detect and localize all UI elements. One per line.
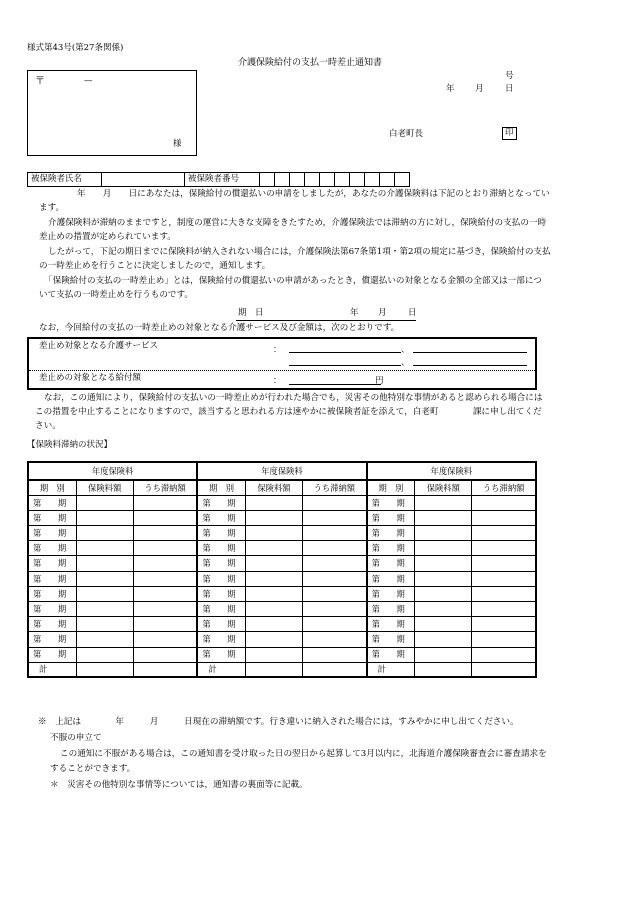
overdue-amount-cell[interactable] [303, 662, 367, 677]
premium-amount-cell[interactable] [76, 571, 133, 586]
appeal-title: 不服の申立て [50, 733, 102, 743]
overdue-amount-cell[interactable] [303, 602, 367, 617]
period-label: 第 期 [197, 632, 245, 647]
premium-amount-cell[interactable] [245, 510, 302, 525]
service-line-2 [413, 352, 527, 353]
period-label: 第 期 [367, 632, 415, 647]
service-colon: ： [273, 345, 282, 355]
form-number: 様式第43号(第27条関係) [27, 43, 124, 53]
period-label: 第 期 [28, 556, 76, 571]
premium-amount-cell[interactable] [415, 495, 472, 510]
period-label: 第 期 [367, 495, 415, 510]
overdue-amount-cell[interactable] [303, 556, 367, 571]
overdue-amount-cell[interactable] [472, 541, 536, 556]
body-p2b: 差止めの措置が定められています。 [39, 232, 176, 242]
total-row [28, 662, 536, 677]
appeal-text-b: することができます。 [50, 764, 136, 774]
premium-amount-cell[interactable] [245, 556, 302, 571]
digit-cell[interactable] [290, 173, 305, 187]
period-label: 第 期 [28, 647, 76, 662]
period-label: 第 期 [28, 602, 76, 617]
overdue-amount-cell[interactable] [472, 556, 536, 571]
premium-amount-cell[interactable] [415, 556, 472, 571]
period-label: 第 期 [197, 647, 245, 662]
appeal-text-a: この通知に不服がある場合は，この通知書を受け取った日の翌日から起算して3月以内に，北海道介護保険審査会に審査請求を [60, 749, 547, 759]
overdue-amount-cell[interactable] [133, 632, 197, 647]
issuer-name: 白老町長 [389, 129, 424, 139]
delinquency-table [27, 461, 537, 678]
amount-colon: ： [273, 376, 282, 386]
period-row [28, 541, 536, 556]
overdue-amount-cell[interactable] [133, 586, 197, 601]
deadline-year: 年 [350, 308, 359, 318]
premium-amount-cell[interactable] [76, 647, 133, 662]
period-label: 第 期 [367, 617, 415, 632]
premium-amount-cell[interactable] [245, 662, 302, 677]
col-period: 期 別 [367, 480, 415, 495]
overdue-amount-cell[interactable] [133, 510, 197, 525]
overdue-amount-cell[interactable] [133, 662, 197, 677]
period-row [28, 556, 536, 571]
col-amount: 保険料額 [245, 480, 302, 495]
deadline-label: 期 日 [238, 308, 264, 318]
period-label: 第 期 [197, 541, 245, 556]
period-label: 第 期 [28, 526, 76, 541]
overdue-amount-cell[interactable] [303, 495, 367, 510]
insured-number-label: 被保険者番号 [185, 173, 260, 187]
period-label: 第 期 [197, 586, 245, 601]
overdue-amount-cell[interactable] [133, 617, 197, 632]
period-row [28, 526, 536, 541]
overdue-amount-cell[interactable] [303, 510, 367, 525]
year-header-1: 年度保険料 [28, 462, 197, 480]
overdue-amount-cell[interactable] [133, 541, 197, 556]
digit-cell[interactable] [305, 173, 320, 187]
premium-amount-cell[interactable] [415, 586, 472, 601]
premium-amount-cell[interactable] [76, 632, 133, 647]
col-overdue: うち滞納額 [133, 480, 197, 495]
premium-amount-cell[interactable] [415, 526, 472, 541]
period-row [28, 510, 536, 525]
overdue-amount-cell[interactable] [133, 602, 197, 617]
period-row [28, 647, 536, 662]
overdue-amount-cell[interactable] [472, 647, 536, 662]
amount-line [289, 384, 381, 385]
premium-amount-cell[interactable] [245, 586, 302, 601]
period-label: 第 期 [197, 556, 245, 571]
year-header-2: 年度保険料 [197, 462, 366, 480]
overdue-amount-cell[interactable] [472, 510, 536, 525]
body-p1a: 年 月 日にあなたは，保険給付の償還払いの申請をしましたが，あなたの介護保険料は下記のとおり滞納となってい [77, 189, 550, 199]
overdue-amount-cell[interactable] [303, 632, 367, 647]
overdue-amount-cell[interactable] [303, 541, 367, 556]
period-label: 第 期 [367, 556, 415, 571]
period-label: 第 期 [197, 526, 245, 541]
premium-amount-cell[interactable] [245, 541, 302, 556]
seal-mark: 印 [502, 127, 517, 140]
period-label: 第 期 [28, 632, 76, 647]
body-p2a: 介護保険料が滞納のままですと，制度の運営に大きな支障をきたすため，介護保険法では滞納の方に対し，保険給付の支払の一時 [48, 218, 547, 228]
period-label: 第 期 [367, 526, 415, 541]
col-overdue: うち滞納額 [303, 480, 367, 495]
premium-amount-cell[interactable] [415, 632, 472, 647]
service-separator-2: 、 [401, 358, 410, 368]
premium-amount-cell[interactable] [415, 510, 472, 525]
disaster-note: ＊ 災害その他特別な事情等については，通知書の裏面等に記載。 [50, 780, 308, 790]
postal-dash: — [84, 76, 93, 86]
service-line-4 [413, 365, 527, 366]
overdue-amount-cell[interactable] [472, 617, 536, 632]
premium-amount-cell[interactable] [245, 526, 302, 541]
col-period: 期 別 [197, 480, 245, 495]
premium-amount-cell[interactable] [415, 662, 472, 677]
body-p4b: いて支払の一時差止めを行うものです。 [39, 290, 194, 300]
overdue-amount-cell[interactable] [472, 662, 536, 677]
premium-amount-cell[interactable] [76, 556, 133, 571]
digit-cell[interactable] [380, 173, 395, 187]
period-label: 第 期 [28, 571, 76, 586]
period-label: 第 期 [367, 541, 415, 556]
premium-amount-cell[interactable] [76, 586, 133, 601]
doc-number-label: 号 [505, 71, 514, 81]
digit-cell[interactable] [395, 173, 410, 187]
overdue-amount-cell[interactable] [472, 632, 536, 647]
premium-amount-cell[interactable] [415, 617, 472, 632]
box-divider [29, 370, 535, 371]
overdue-amount-cell[interactable] [303, 526, 367, 541]
insured-name-label: 被保険者氏名 [28, 173, 102, 187]
addressee-honorific: 様 [173, 139, 182, 149]
premium-amount-cell[interactable] [245, 632, 302, 647]
overdue-amount-cell[interactable] [133, 571, 197, 586]
note-p6c: さい。 [35, 421, 61, 431]
service-separator-1: 、 [401, 345, 410, 355]
date-month: 月 [475, 84, 484, 94]
col-overdue: うち滞納額 [472, 480, 536, 495]
premium-amount-cell[interactable] [245, 617, 302, 632]
period-label: 第 期 [28, 586, 76, 601]
overdue-amount-cell[interactable] [133, 495, 197, 510]
date-day: 日 [505, 84, 514, 94]
overdue-amount-cell[interactable] [472, 602, 536, 617]
service-label: 差止め対象となる介護サービス [39, 341, 159, 351]
deadline-day: 日 [408, 308, 417, 318]
period-row [28, 602, 536, 617]
note-p6a: なお，この通知により，保険給付の支払いの一時差止めが行われた場合でも，災害その他特別な事情があると認められる場合には [44, 393, 543, 403]
body-p1b: ます。 [39, 203, 65, 213]
amount-label: 差止めの対象となる給付額 [39, 373, 142, 383]
period-label: 第 期 [197, 617, 245, 632]
col-amount: 保険料額 [415, 480, 472, 495]
premium-amount-cell[interactable] [76, 662, 133, 677]
premium-amount-cell[interactable] [76, 495, 133, 510]
document-title: 介護保険給付の支払一時差止通知書 [238, 58, 383, 68]
overdue-amount-cell[interactable] [303, 647, 367, 662]
period-row [28, 632, 536, 647]
premium-amount-cell[interactable] [245, 647, 302, 662]
overdue-amount-cell[interactable] [303, 586, 367, 601]
overdue-amount-cell[interactable] [303, 571, 367, 586]
premium-amount-cell[interactable] [245, 495, 302, 510]
period-label: 第 期 [197, 510, 245, 525]
period-label: 第 期 [197, 495, 245, 510]
postal-mark: 〒 [35, 76, 45, 87]
period-label: 第 期 [28, 541, 76, 556]
period-row [28, 495, 536, 510]
total-label: 計 [197, 662, 245, 677]
suspension-target-box [27, 337, 537, 390]
premium-amount-cell[interactable] [76, 617, 133, 632]
period-label: 第 期 [197, 602, 245, 617]
premium-amount-cell[interactable] [415, 541, 472, 556]
digit-cell[interactable] [365, 173, 380, 187]
period-row [28, 586, 536, 601]
period-row [28, 617, 536, 632]
period-label: 第 期 [197, 571, 245, 586]
period-label: 第 期 [367, 602, 415, 617]
premium-amount-cell[interactable] [76, 602, 133, 617]
insured-name-field[interactable] [102, 173, 185, 187]
insured-info-row [27, 172, 410, 187]
body-p3b: の一時差止めを行うことに決定しましたので，通知します。 [39, 261, 271, 271]
total-label: 計 [367, 662, 415, 677]
address-box [27, 70, 197, 156]
total-label: 計 [28, 662, 76, 677]
premium-amount-cell[interactable] [76, 510, 133, 525]
service-line-3 [289, 365, 401, 366]
yen-unit: 円 [375, 376, 384, 386]
body-p3a: したがって，下記の期日までに保険料が納入されない場合には，介護保険法第67条第1項・第2項の規定に基づき，保険給付の支払 [48, 247, 551, 257]
digit-cell[interactable] [260, 173, 275, 187]
premium-amount-cell[interactable] [76, 526, 133, 541]
premium-amount-cell[interactable] [415, 602, 472, 617]
overdue-amount-cell[interactable] [472, 586, 536, 601]
body-p4a: 「保険給付の支払の一時差止め」とは，保険給付の償還払いの申請があったとき，償還払いの対象となる金額の全部又は一部につ [44, 276, 542, 286]
overdue-amount-cell[interactable] [472, 495, 536, 510]
premium-amount-cell[interactable] [415, 571, 472, 586]
period-row [28, 571, 536, 586]
date-year: 年 [446, 84, 455, 94]
overdue-amount-cell[interactable] [133, 526, 197, 541]
overdue-amount-cell[interactable] [133, 647, 197, 662]
status-heading: 【保険料滞納の状況】 [27, 440, 113, 450]
premium-amount-cell[interactable] [415, 647, 472, 662]
premium-amount-cell[interactable] [76, 541, 133, 556]
period-label: 第 期 [28, 510, 76, 525]
overdue-amount-cell[interactable] [133, 556, 197, 571]
note-p6b: この措置を中止することになりますので，該当すると思われる方は速やかに被保険者証を添えて，白老町 課に申し出てくだ [35, 407, 542, 417]
period-label: 第 期 [367, 647, 415, 662]
asterisk-note: ※ 上記は 年 月 日現在の滞納額です。行き違いに納入された場合には，すみやかに申し出てください。 [38, 717, 519, 727]
digit-cell[interactable] [320, 173, 335, 187]
digit-cell[interactable] [335, 173, 350, 187]
digit-cell[interactable] [275, 173, 290, 187]
period-label: 第 期 [367, 510, 415, 525]
period-label: 第 期 [28, 495, 76, 510]
deadline-underline [236, 320, 416, 321]
premium-amount-cell[interactable] [245, 571, 302, 586]
col-amount: 保険料額 [76, 480, 133, 495]
period-label: 第 期 [367, 586, 415, 601]
premium-amount-cell[interactable] [245, 602, 302, 617]
overdue-amount-cell[interactable] [472, 571, 536, 586]
digit-cell[interactable] [350, 173, 365, 187]
year-header-3: 年度保険料 [367, 462, 536, 480]
period-rows [28, 495, 536, 677]
overdue-amount-cell[interactable] [303, 617, 367, 632]
overdue-amount-cell[interactable] [472, 526, 536, 541]
service-line-1 [289, 352, 401, 353]
deadline-month: 月 [378, 308, 387, 318]
period-label: 第 期 [367, 571, 415, 586]
period-label: 第 期 [28, 617, 76, 632]
col-period: 期 別 [28, 480, 76, 495]
body-p5: なお，今回給付の支払の一時差止めの対象となる介護サービス及び金額は，次のとおりです。 [39, 323, 400, 333]
